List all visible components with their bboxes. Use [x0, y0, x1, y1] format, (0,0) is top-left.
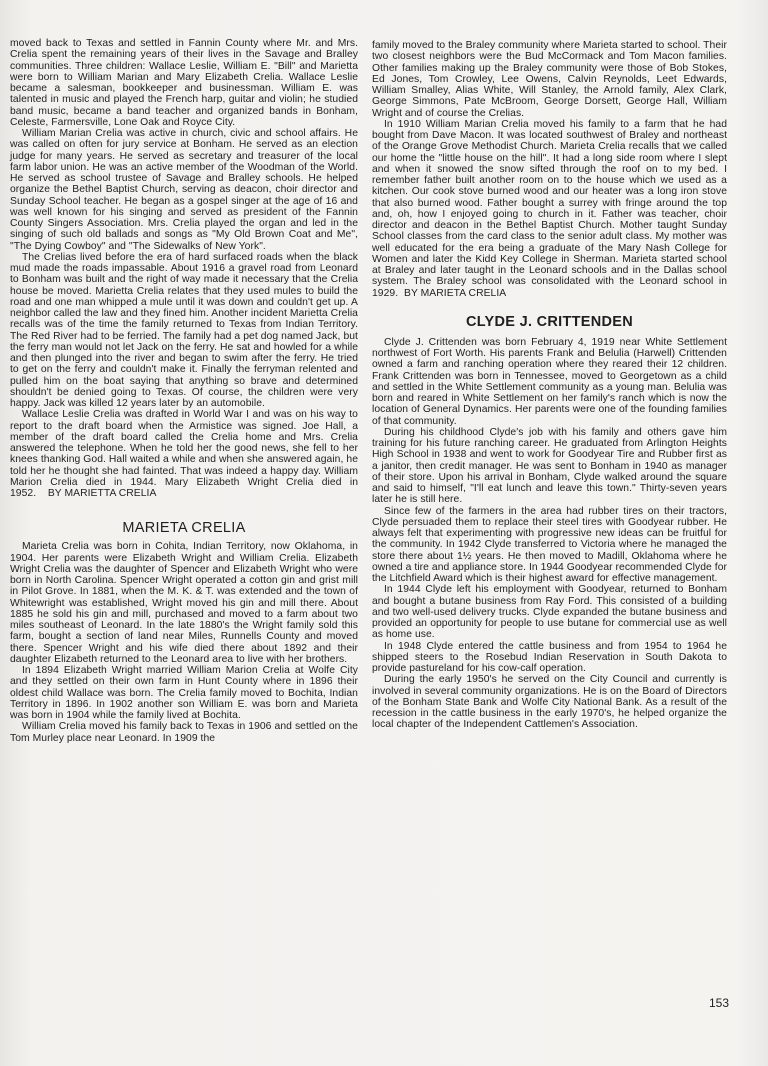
paragraph: William Crelia moved his family back to Texas in 1906 and settled on the Tom Murley place near Leonard. In 1909 the — [10, 721, 358, 744]
paragraph: Since few of the farmers in the area had rubber tires on their tractors, Clyde persuaded them to replace their steel tires with Goodyear rubber. He always felt that experimenting with progressive new ideas can be fruitful for the community. In 1942 Clyde transferred to Victoria where he managed the store there about 1½ years. He then moved to Madill, Oklahoma where he owned a tire and appliance store. In 1944 Goodyear recommended Clyde for the Litchfield Award which is their highest award for effective management. — [372, 505, 727, 584]
paragraph: moved back to Texas and settled in Fannin County where Mr. and Mrs. Crelia spent the remaining years of their lives in the Savage and Bralley communities. Three children: Wallace Leslie, William E. "Bill" and Marietta were born to William Marian and Mary Elizabeth Crelia. Wallace Leslie became a salesman, bookkeeper and businessman. William E. was talented in music and played the French harp, guitar and violin; he studied band music, became a band teacher and organized bands in Bonham, Celeste, Farmersville, Lone Oak and Royce City. — [10, 38, 358, 128]
paragraph — [372, 119, 727, 299]
paragraph — [10, 409, 358, 499]
paragraph: During his childhood Clyde's job with his family and others gave him training for his future ranching career. He graduated from Arlington Heights High School in 1938 and went to work for Goodyear Tire and Rubber first as a janitor, then credit manager. He was sent to Bonham in 1940 as manager of their store. Upon his arrival in Bonham, Clyde walked around the square and said to himself, "I'll eat lunch and leave this town." Thirty-seven years later he is still here. — [372, 426, 727, 506]
paragraph: In 1944 Clyde left his employment with Goodyear, returned to Bonham and bought a butane business from Ray Ford. This consisted of a building and two well-used delivery trucks. Clyde expanded the butane business and provided an opportunity for people to use butane for commercial use as well as home use. — [372, 584, 727, 641]
byline: BY MARIETA CRELIA — [404, 287, 507, 299]
section-heading-clyde-crittenden: CLYDE J. CRITTENDEN — [465, 313, 634, 330]
paragraph: Clyde J. Crittenden was born February 4, 1919 near White Settlement northwest of Fort Worth. His parents Frank and Belulia (Harwell) Crittenden owned a farm and ranching operation where they reared their 12 children. Frank Crittenden was born in Tennessee, moved to Georgetown as a child and settled in the White Settlement community as a young man. Belulia was born and reared in White Settlement on her family's ranch which is now the location of General Dynamics. Her parents were one of the founding families of that community. — [372, 336, 727, 427]
paragraph: The Crelias lived before the era of hard surfaced roads when the black mud made the roads impassable. About 1916 a gravel road from Leonard to Bonham was built and the right of way made it necessary that the Crelia house be moved. Marietta Crelia relates that they used mules to build the road and one man whipped a mule until it was down and couldn't get up. A neighbor called the law and they fined him. Another incident Marietta Crelia recalls was of the time the family returned to Texas from Indian Territory. The Red River had to be ferried. The family had a pet dog named Jack, but the ferry man would not let Jack on the ferry. He sat and howled for a while and then plunged into the river and began to swim after the ferry. He tried to get on the ferry and couldn't make it. Finally the ferryman relented and pulled him on the boat saying that anything so brave and determined shouldn't be denied going to Texas. Of course, the children were very happy. Jack was killed 12 years later by an automobile. — [10, 251, 358, 409]
paragraph: During the early 1950's he served on the City Council and currently is involved in several community organizations. He is on the Board of Directors of the Bonham State Bank and Wolfe City National Bank. As a result of the recession in the cattle business in the early 1970's, he helped organize the local chapter of the Independent Cattlemen's Association. — [372, 674, 727, 731]
paragraph: family moved to the Braley community where Marieta started to school. Their two closest neighbors were the Bud McCormack and Tom Macon families. Other families making up the Braley community were those of Bob Stokes, Ed Jones, Tom Crowley, Lee Owens, Calvin Reynolds, Leet Edwards, William Smalley, Alias White, Will Stanley, the Arnold family, Alex Clark, George Simmons, Pate McBroom, George Dorsett, George Hall, William Wright and of course the Crelias. — [372, 40, 727, 119]
byline: BY MARIETTA CRELIA — [47, 488, 157, 499]
paragraph: In 1948 Clyde entered the cattle business and from 1954 to 1964 he shipped steers to the Rosebud Indian Reservation in South Dakota to provide pastureland for his cow-calf operation. — [372, 640, 727, 674]
paragraph: Marieta Crelia was born in Cohita, Indian Territory, now Oklahoma, in 1904. Her parents were Elizabeth Wright and William Crelia. Elizabeth Wright Crelia was the daughter of Spencer and Elizabeth Wright who were born in North Carolina. Spencer Wright operated a cotton gin and grist mill in Pilot Grove. In 1881, when the M. K. & T. was extended and the town of Whitewright was established, Wright moved his gin and mill there. About 1885 he sold his gin and mill, purchased and moved to a farm about two miles southeast of Leonard. In the late 1880's the Wright family sold this farm, bought a section of land near Miles, Runnells County and moved there. Spencer Wright and his wife died there about 1892 and their daughter Elizabeth returned to the Leonard area to live with her brothers. — [10, 541, 358, 665]
page-number: 153 — [709, 996, 730, 1010]
section-heading-marieta-crelia: MARIETA CRELIA — [122, 520, 246, 537]
paragraph-text: In 1910 William Marian Crelia moved his family to a farm that he had bought from Dave Macon. It was located southwest of Braley and northeast of the Orange Grove Methodist Church. Marieta Crelia recalls that we called our home the "little house on the hill". It had a long side room where I slept and when it snowed the snow sifted through the roof on to my bed. I remember father built another room on to the house which we used as a kitchen. Our cook stove burned wood and our heater was a long iron stove that also burned wood. Father bought a surrey with fringe around the top and, oh, how I enjoyed going to church in it. Father was teacher, choir director and deacon in the Bethel Baptist Church. Mother taught Sunday School classes from the card class to the senior adult class. My mother was well educated for the era being a graduate of the Mary Nash College for Women and later the Kidd Key College in Sherman. Marieta started school at Braley and later taught in the Leonard schools and in the Dallas school system. The Braley school was consolidated with the Leonard school in 1929. — [372, 118, 727, 299]
paragraph: In 1894 Elizabeth Wright married William Marion Crelia at Wolfe City and they settled on their own farm in Hunt County where in 1896 their oldest child Wallace was born. The Crelia family moved to Bochita, Indian Territory in 1896. In 1902 another son William E. was born and Marieta was born in 1904 while the family lived at Bochita. — [10, 665, 358, 721]
left-column — [10, 38, 358, 744]
paragraph-text: Wallace Leslie Crelia was drafted in World War I and was on his way to report to the draft board when the Armistice was signed. Joe Hall, a member of the draft board called the Crelia home and Mrs. Crelia answered the telephone. When he told her the good news, she fell to her knees thanking God. Hall waited a while and when she answered again, he told her he thought she had fainted. That was indeed a happy day. William Marion Crelia died in 1944. Mary Elizabeth Wright Crelia died in 1952. — [10, 409, 358, 499]
right-column — [372, 40, 727, 731]
paragraph: William Marian Crelia was active in church, civic and school affairs. He was called on often for jury service at Bonham. He served as an election judge for many years. He served as secretary and treasurer of the local farm labor union. He was an active member of the Woodman of the World. He served as school trustee of Savage and Bralley schools. He helped organize the Bethel Baptist Church, serving as deacon, choir director and Sunday School teacher. He began as a gospel singer at the age of 16 and was well known for his singing and served as president of the Fannin County Singers Association. Mrs. Crelia played the organ and led in the singing of such old ballads and songs as "My Old Brown Coat and Me", "The Dying Cowboy" and "The Sidewalks of New York". — [10, 128, 358, 252]
